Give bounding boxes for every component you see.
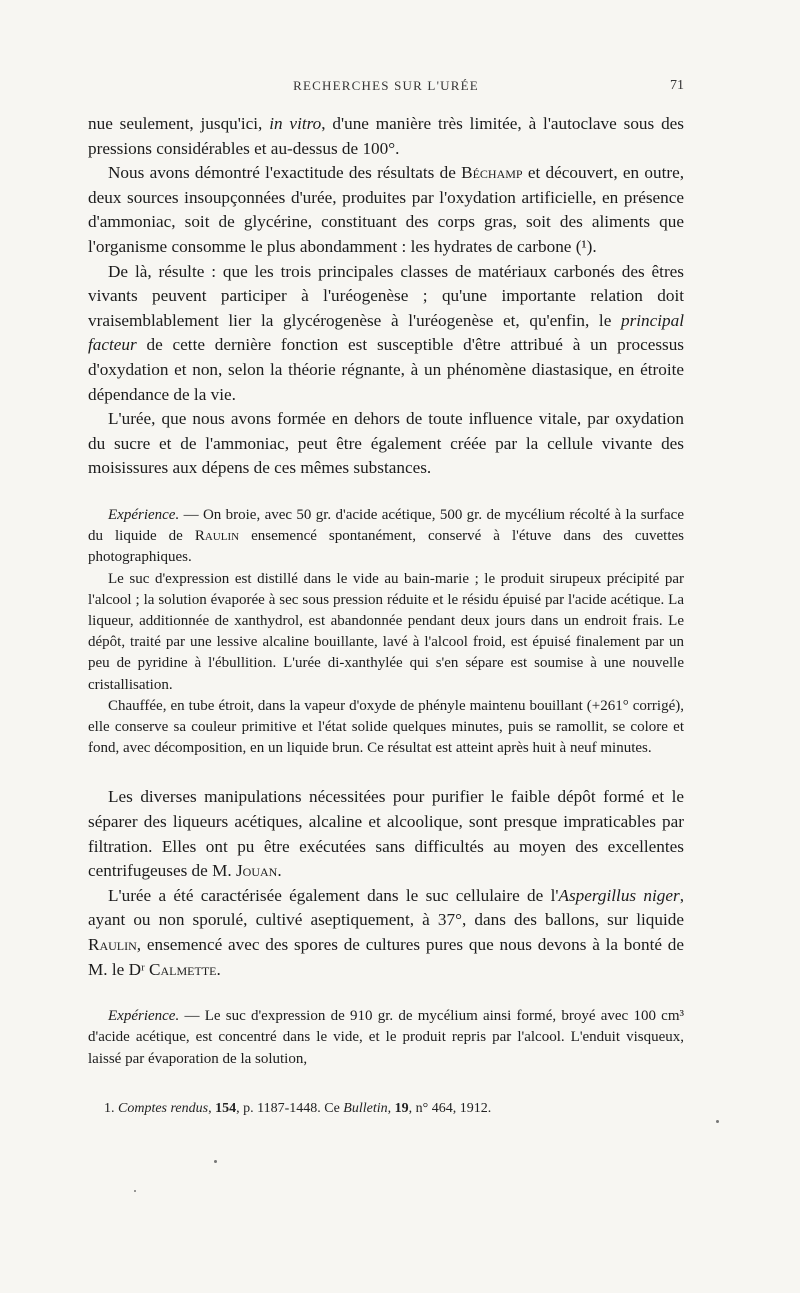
paragraph [88, 505, 684, 569]
running-title: RECHERCHES SUR L'URÉE [293, 78, 479, 93]
paragraph [88, 696, 684, 760]
scan-speck [134, 1190, 136, 1192]
main-text-block-1 [88, 112, 684, 481]
text-run: , n° 464, 1912. [408, 1101, 492, 1116]
text-run: . [277, 861, 282, 881]
italic-text: principal facteur [88, 310, 684, 355]
text-run: et découvert, en outre, deux sources insoupçonnées d'urée, produites par l'oxydation artificielle, en présence d'ammoniac, soit de glycérine, constituant des corps gras, soit des aliments que l'organisme consomme le plus abondamment : les hydrates de carbone (¹). [88, 163, 685, 256]
page-number: 71 [670, 78, 684, 93]
italic-text: in vitro [269, 114, 322, 133]
text-run: , ayant ou non sporulé, cultivé aseptiquement, à 37°, dans des ballons, sur liquide [88, 885, 684, 930]
text-run: — Le suc d'expression de 910 gr. de mycélium ainsi formé, broyé avec 100 cm³ d'acide acétique, est concentré dans le vide, et le produit repris par l'alcool. L'enduit visqueux, laissé par évaporation de la solution, [88, 1008, 684, 1067]
volume-number: 154 [215, 1101, 237, 1116]
author-name: Jouan [235, 861, 278, 881]
experiment-block-1 [88, 505, 684, 759]
author-name: Raulin [88, 934, 137, 954]
italic-text: Expérience. [108, 506, 180, 523]
text-run: L'urée, que nous avons formée en dehors de toute influence vitale, par oxydation du sucre et de l'ammoniac, peut être également créée par la cellule vivante des moisissures aux dépens de ces mêmes substances. [88, 409, 684, 478]
text-run: Le suc d'expression est distillé dans le vide au bain-marie ; le produit sirupeux précipité par l'alcool ; la solution évaporée à sec sous pression réduite et le résidu épuisé par l'acide acétique. La liqueur, additionnée de xanthydrol, est abandonnée pendant deux jours dans un endroit frais. Le dépôt, traité par une lessive alcaline bouillante, lavé à l'alcool froid, est épuisé finalement par un peu de pyridine à l'ébullition. L'urée di-xanthylée qui s'en sépare est soumise à une nouvelle cristallisation. [88, 570, 684, 693]
experiment-block-2 [88, 1006, 684, 1070]
paragraph [88, 112, 684, 161]
footnote-number: 1. [104, 1101, 115, 1116]
text-run: Chauffée, en tube étroit, dans la vapeur d'oxyde de phényle maintenu bouillant (+261° corrigé), elle conserve sa couleur primitive et l'état solide quelques minutes, puis se ramollit, se colore et fond, avec décomposition, en un liquide brun. Ce résultat est atteint après huit à neuf minutes. [88, 697, 684, 757]
author-name: Béchamp [461, 163, 523, 183]
paragraph [88, 884, 684, 982]
text-run: — On broie, avec 50 gr. d'acide acétique, 500 gr. de mycélium récolté à la surface du liquide de [88, 506, 684, 545]
author-name: Calmette [149, 959, 217, 979]
author-name: Raulin [194, 528, 240, 545]
italic-text: Aspergillus niger [558, 885, 680, 905]
text-run: Les diverses manipulations nécessitées pour purifier le faible dépôt formé et le séparer des liqueurs acétiques, alcaline et alcoolique, sont presque impraticables par filtration. Elles ont pu être exécutées sans difficultés au moyen des excellentes centrifugeuses de M. [88, 787, 684, 881]
text-run: de cette dernière fonction est susceptible d'être attribué à un processus d'oxydation et non, selon la théorie régnante, à un phénomène diastasique, en étroite dépendance de la vie. [88, 335, 684, 404]
paragraph [88, 785, 684, 883]
paragraph [88, 260, 684, 408]
footnote [104, 1100, 684, 1118]
text-run: , p. 1187-1448. Ce [236, 1101, 344, 1116]
text-run: . [216, 959, 221, 979]
text-run: , [208, 1101, 216, 1116]
text-run: nue seulement, jusqu'ici, [88, 114, 270, 133]
volume-number: 19 [394, 1101, 409, 1116]
text-run: ensemencé spontanément, conservé à l'étuve dans des cuvettes photographiques. [88, 528, 684, 566]
scan-speck [716, 1120, 719, 1123]
text-run: L'urée a été caractérisée également dans le suc cellulaire de l' [108, 885, 559, 905]
paragraph [88, 407, 684, 481]
text-run: , d'une manière très limitée, à l'autoclave sous des pressions considérables et au-dessus de 100°. [88, 114, 684, 158]
text-run: De là, résulte : que les trois principales classes de matériaux carbonés des êtres vivants peuvent participer à l'uréogenèse ; qu'une importante relation doit vraisemblablement lier la glycérogenèse à l'uréogenèse et, qu'enfin, le [88, 261, 684, 330]
text-run: Nous avons démontré l'exactitude des résultats de [108, 163, 462, 183]
main-text-block-2 [88, 785, 684, 982]
italic-text: Bulletin [343, 1101, 388, 1116]
text-run: , [387, 1101, 395, 1116]
italic-text: Expérience. [108, 1008, 180, 1025]
paragraph [88, 161, 684, 259]
page-header [88, 78, 684, 100]
text-run: , ensemencé avec des spores de cultures pures que nous devons à la bonté de M. le Dʳ [88, 934, 684, 979]
page-body [88, 112, 684, 1070]
paragraph [88, 569, 684, 696]
italic-text: Comptes rendus [118, 1101, 209, 1116]
scan-speck [214, 1160, 217, 1163]
paragraph [88, 1006, 684, 1070]
